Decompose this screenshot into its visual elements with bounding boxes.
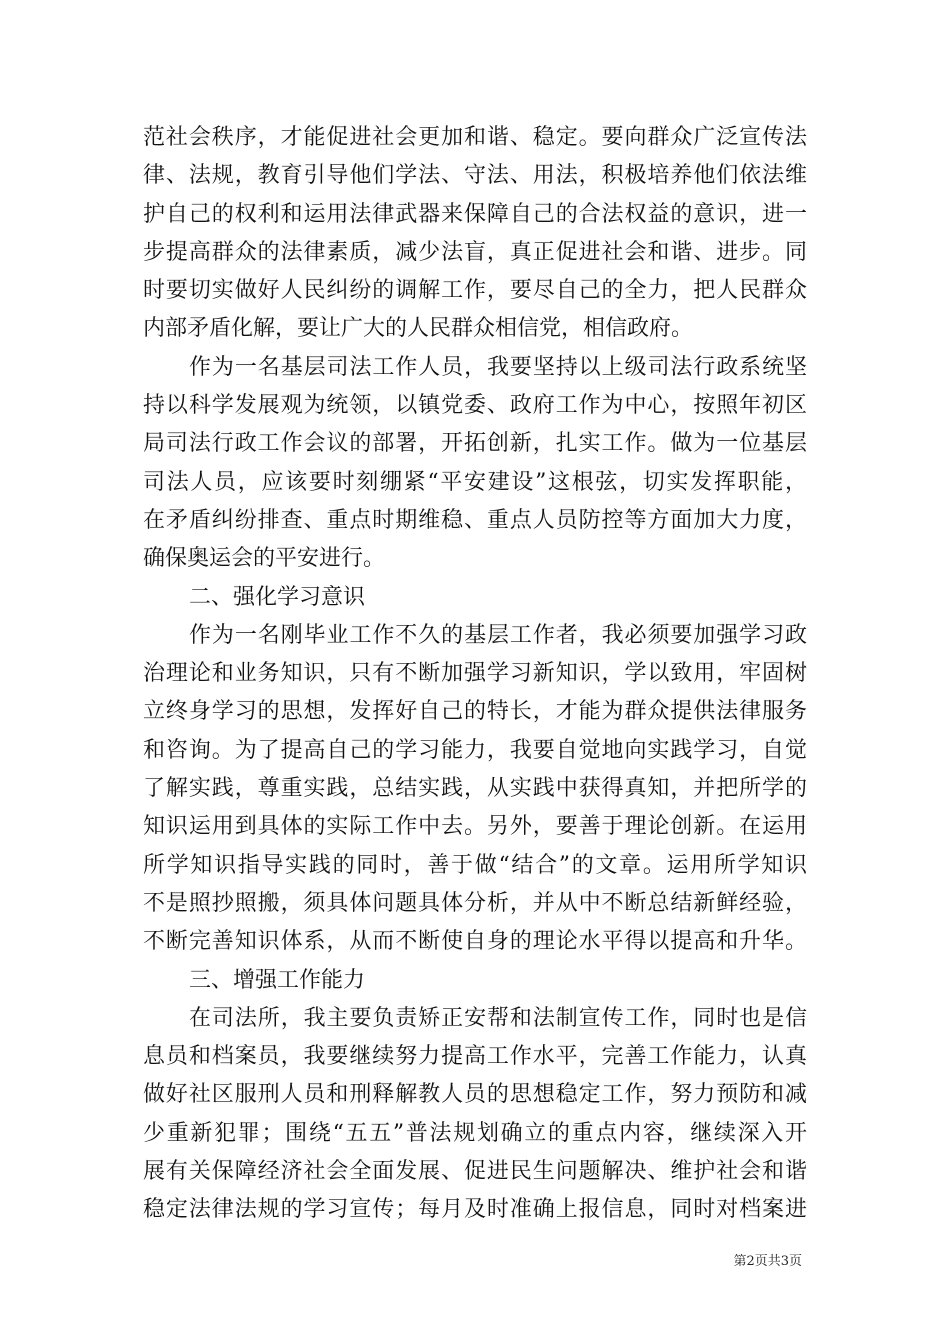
text-line: 作为一名刚毕业工作不久的基层工作者，我必须要加强学习政 <box>189 622 807 648</box>
text-line: 治理论和业务知识，只有不断加强学习新知识，学以致用，牢固树 <box>143 661 807 687</box>
text-line: 息员和档案员，我要继续努力提高工作水平，完善工作能力，认真 <box>143 1044 807 1070</box>
text-line: 了解实践，尊重实践，总结实践，从实践中获得真知，并把所学的 <box>143 776 807 802</box>
section-heading: 二、强化学习意识 <box>189 584 366 610</box>
text-line: 和咨询。为了提高自己的学习能力，我要自觉地向实践学习，自觉 <box>143 737 807 763</box>
text-line: 展有关保障经济社会全面发展、促进民生问题解决、维护社会和谐 <box>143 1159 807 1185</box>
text-line: 范社会秩序，才能促进社会更加和谐、稳定。要向群众广泛宣传法 <box>143 125 807 150</box>
text-line: 司法人员，应该要时刻绷紧“平安建设”这根弦，切实发挥职能， <box>143 469 807 495</box>
text-line: 律、法规，教育引导他们学法、守法、用法，积极培养他们依法维 <box>143 163 807 189</box>
text-line: 立终身学习的思想，发挥好自己的特长，才能为群众提供法律服务 <box>143 699 807 725</box>
text-line: 步提高群众的法律素质，减少法盲，真正促进社会和谐、进步。同 <box>143 239 807 265</box>
text-line: 稳定法律法规的学习宣传；每月及时准确上报信息，同时对档案进 <box>143 1197 807 1223</box>
text-line: 作为一名基层司法工作人员，我要坚持以上级司法行政系统坚 <box>189 354 807 380</box>
text-line: 持以科学发展观为统领，以镇党委、政府工作为中心，按照年初区 <box>143 393 807 419</box>
text-line: 少重新犯罪；围绕“五五”普法规划确立的重点内容，继续深入开 <box>143 1120 807 1146</box>
page-number: 第2页共3页 <box>733 1254 802 1269</box>
text-line: 局司法行政工作会议的部署，开拓创新，扎实工作。做为一位基层 <box>143 431 807 457</box>
text-line: 内部矛盾化解，要让广大的人民群众相信党，相信政府。 <box>143 316 694 342</box>
section-heading: 三、增强工作能力 <box>189 967 366 993</box>
document-body <box>143 119 807 1230</box>
text-line: 不是照抄照搬，须具体问题具体分析，并从中不断总结新鲜经验， <box>143 890 807 916</box>
text-line: 护自己的权利和运用法律武器来保障自己的合法权益的意识，进一 <box>143 201 807 227</box>
text-line: 做好社区服刑人员和刑释解教人员的思想稳定工作，努力预防和减 <box>143 1082 807 1108</box>
text-line: 不断完善知识体系，从而不断使自身的理论水平得以提高和升华。 <box>143 929 807 955</box>
text-line: 在矛盾纠纷排查、重点时期维稳、重点人员防控等方面加大力度， <box>143 507 807 533</box>
text-line: 知识运用到具体的实际工作中去。另外，要善于理论创新。在运用 <box>143 814 807 840</box>
text-line: 在司法所，我主要负责矫正安帮和法制宣传工作，同时也是信 <box>189 1005 807 1031</box>
text-line: 确保奥运会的平安进行。 <box>143 546 386 572</box>
text-line: 时要切实做好人民纠纷的调解工作，要尽自己的全力，把人民群众 <box>143 278 807 304</box>
text-line: 所学知识指导实践的同时，善于做“结合”的文章。运用所学知识 <box>143 852 807 878</box>
